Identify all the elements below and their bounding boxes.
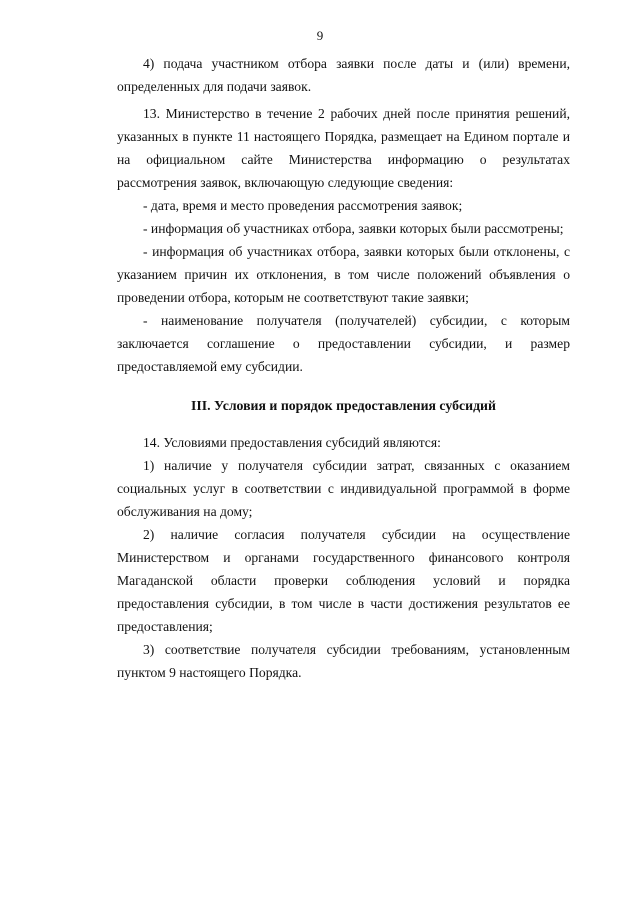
paragraph-13: 13. Министерство в течение 2 рабочих дней после принятия решений, указанных в пункте 11 настоящего Порядка, размещает на Едином портале и на официальном сайте Министерства информацию о результатах рассмотрения заявок, включающую следующие сведения: (117, 106, 570, 190)
condition-item-3: 3) соответствие получателя субсидии требованиям, установленным пунктом 9 настоящего Порядка. (117, 642, 570, 680)
list-item-subsidy-recipient: - наименование получателя (получателей) субсидии, с которым заключается соглашение о предоставлении субсидии, и размер предоставляемой ему субсидии. (117, 313, 570, 374)
list-item-reviewed-applications: - информация об участниках отбора, заявки которых были рассмотрены; (143, 221, 564, 236)
list-item-date-time-place: - дата, время и место проведения рассмотрения заявок; (143, 198, 463, 213)
paragraph-14: 14. Условиями предоставления субсидий являются: (143, 435, 441, 450)
page-number: 9 (316, 28, 324, 43)
list-item-rejected-applications: - информация об участниках отбора, заявки которых были отклонены, с указанием причин их отклонения, в том числе положений объявления о проведении отбора, которым не соответствуют такие заявки; (117, 244, 570, 305)
condition-item-1: 1) наличие у получателя субсидии затрат, связанных с оказанием социальных услуг в соответствии с индивидуальной программой в форме обслуживания на дому; (117, 458, 570, 519)
section-heading: III. Условия и порядок предоставления субсидий (191, 398, 496, 413)
condition-item-2: 2) наличие согласия получателя субсидии на осуществление Министерством и органами государственного финансового контроля Магаданской области проверки соблюдения условий и порядка предоставления субсидии, в том числе в части достижения результатов ее предоставления; (117, 527, 570, 634)
document-body (117, 52, 570, 684)
paragraph-item-4: 4) подача участником отбора заявки после даты и (или) времени, определенных для подачи заявок. (117, 56, 570, 94)
